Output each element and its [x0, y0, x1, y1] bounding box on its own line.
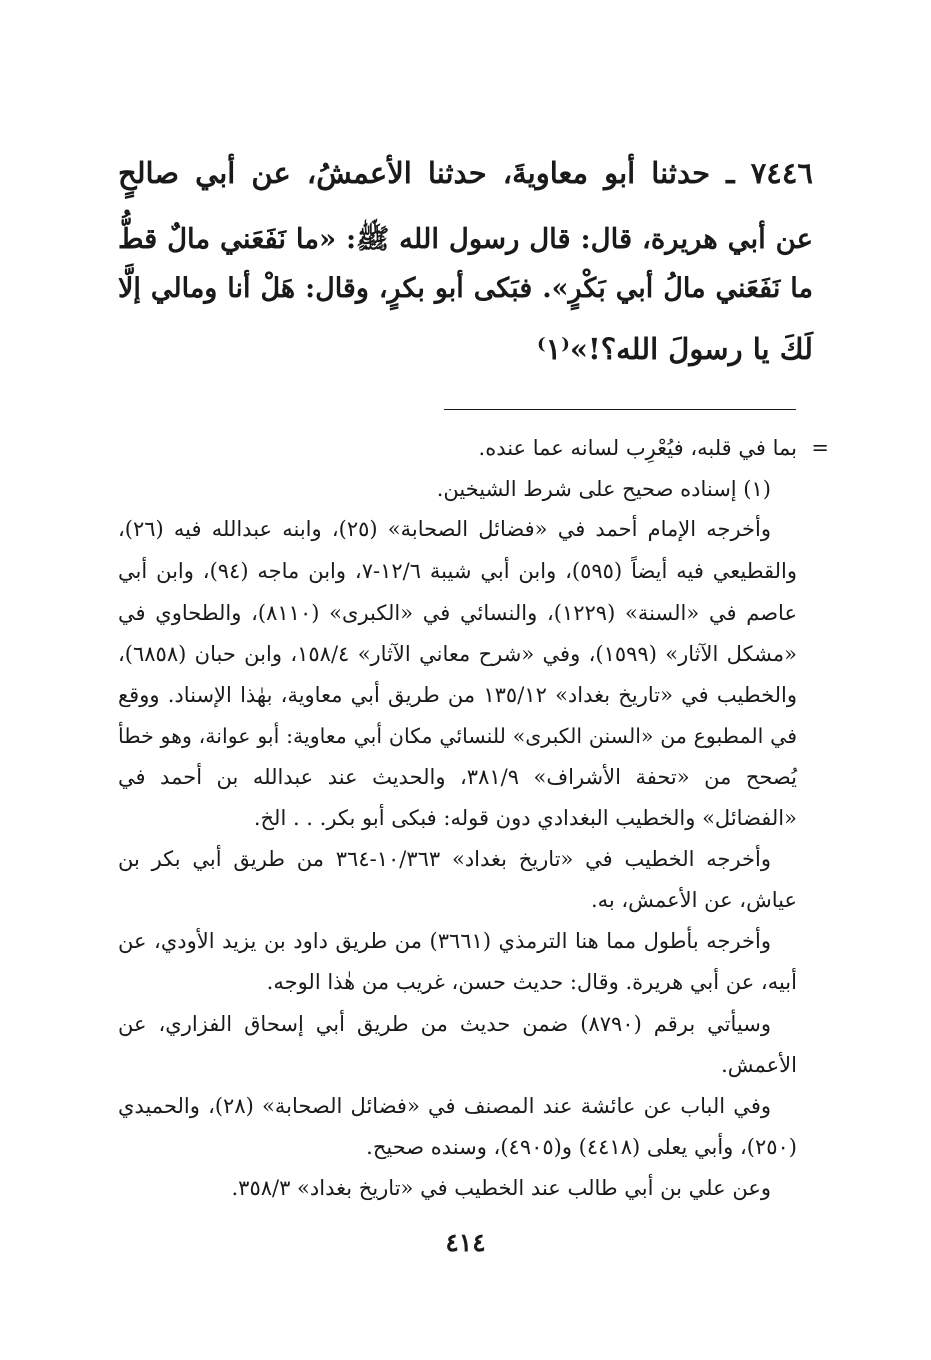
footnote-line: (٢٥٠)، وأبي يعلى (٤٤١٨) و(٤٩٠٥)، وسنده صحيح. — [366, 1135, 797, 1159]
footnote-line: وأخرجه الخطيب في «تاريخ بغداد» ١٠/٣٦٣-٣٦٤ من طريق أبي بكر بن — [118, 847, 771, 871]
footnote-line: في المطبوع من «السنن الكبرى» للنسائي مكان أبي معاوية: أبو عوانة، وهو خطأ — [118, 724, 797, 748]
footnote-line: وأخرجه الإمام أحمد في «فضائل الصحابة» (٢٥)، وابنه عبدالله فيه (٢٦)، — [118, 517, 771, 541]
footnote-line: «الفضائل» والخطيب البغدادي دون قوله: فبكى أبو بكر. . . الخ. — [253, 806, 797, 830]
main-text-line: ما نَفَعَني مالُ أبي بَكْرٍ». فبَكى أبو بكرٍ، وقال: هَلْ أنا ومالي إلَّا — [118, 273, 813, 304]
main-text-line: ٧٤٤٦ ـ حدثنا أبو معاويةَ، حدثنا الأعمشُ، عن أبي صالحٍ — [118, 156, 813, 190]
footnote-line: عياش، عن الأعمش، به. — [590, 888, 797, 912]
footnote-line: وفي الباب عن عائشة عند المصنف في «فضائل الصحابة» (٢٨)، والحميدي — [118, 1094, 771, 1118]
continuation-mark: = — [811, 436, 829, 460]
main-text-line: عن أبي هريرة، قال: قال رسول الله ﷺ: «ما نَفَعَني مالٌ قطُّ — [118, 223, 813, 255]
footnote-line: الأعمش. — [721, 1053, 797, 1077]
main-text-line: لَكَ يا رسولَ الله؟!»⁽١⁾ — [537, 332, 813, 366]
footnote-line: وسيأتي برقم (٨٧٩٠) ضمن حديث من طريق أبي إسحاق الفزاري، عن — [118, 1012, 771, 1036]
footnote-line: بما في قلبه، فيُعْرِب لسانه عما عنده. — [478, 436, 797, 460]
footnote-line: أبيه، عن أبي هريرة. وقال: حديث حسن، غريب من هٰذا الوجه. — [266, 970, 797, 994]
footnote-separator — [444, 409, 796, 410]
footnote-line: (١) إسناده صحيح على شرط الشيخين. — [436, 477, 771, 501]
footnote-line: «مشكل الآثار» (١٥٩٩)، وفي «شرح معاني الآثار» ١٥٨/٤، وابن حبان (٦٨٥٨)، — [118, 642, 797, 666]
footnote-line: يُصحح من «تحفة الأشراف» ٣٨١/٩، والحديث عند عبدالله بن أحمد في — [118, 765, 797, 789]
footnote-line: والخطيب في «تاريخ بغداد» ١٣٥/١٢ من طريق أبي معاوية، بهٰذا الإسناد. ووقع — [118, 683, 798, 707]
page-number: ٤١٤ — [445, 1228, 486, 1257]
footnote-line: وعن علي بن أبي طالب عند الخطيب في «تاريخ بغداد» ٣٥٨/٣. — [231, 1176, 771, 1200]
footnote-line: عاصم في «السنة» (١٢٢٩)، والنسائي في «الكبرى» (٨١١٠)، والطحاوي في — [118, 601, 797, 625]
footnote-line: وأخرجه بأطول مما هنا الترمذي (٣٦٦١) من طريق داود بن يزيد الأودي، عن — [118, 929, 771, 953]
footnote-line: والقطيعي فيه أيضاً (٥٩٥)، وابن أبي شيبة ١٢/٦-٧، وابن ماجه (٩٤)، وابن أبي — [118, 559, 797, 583]
